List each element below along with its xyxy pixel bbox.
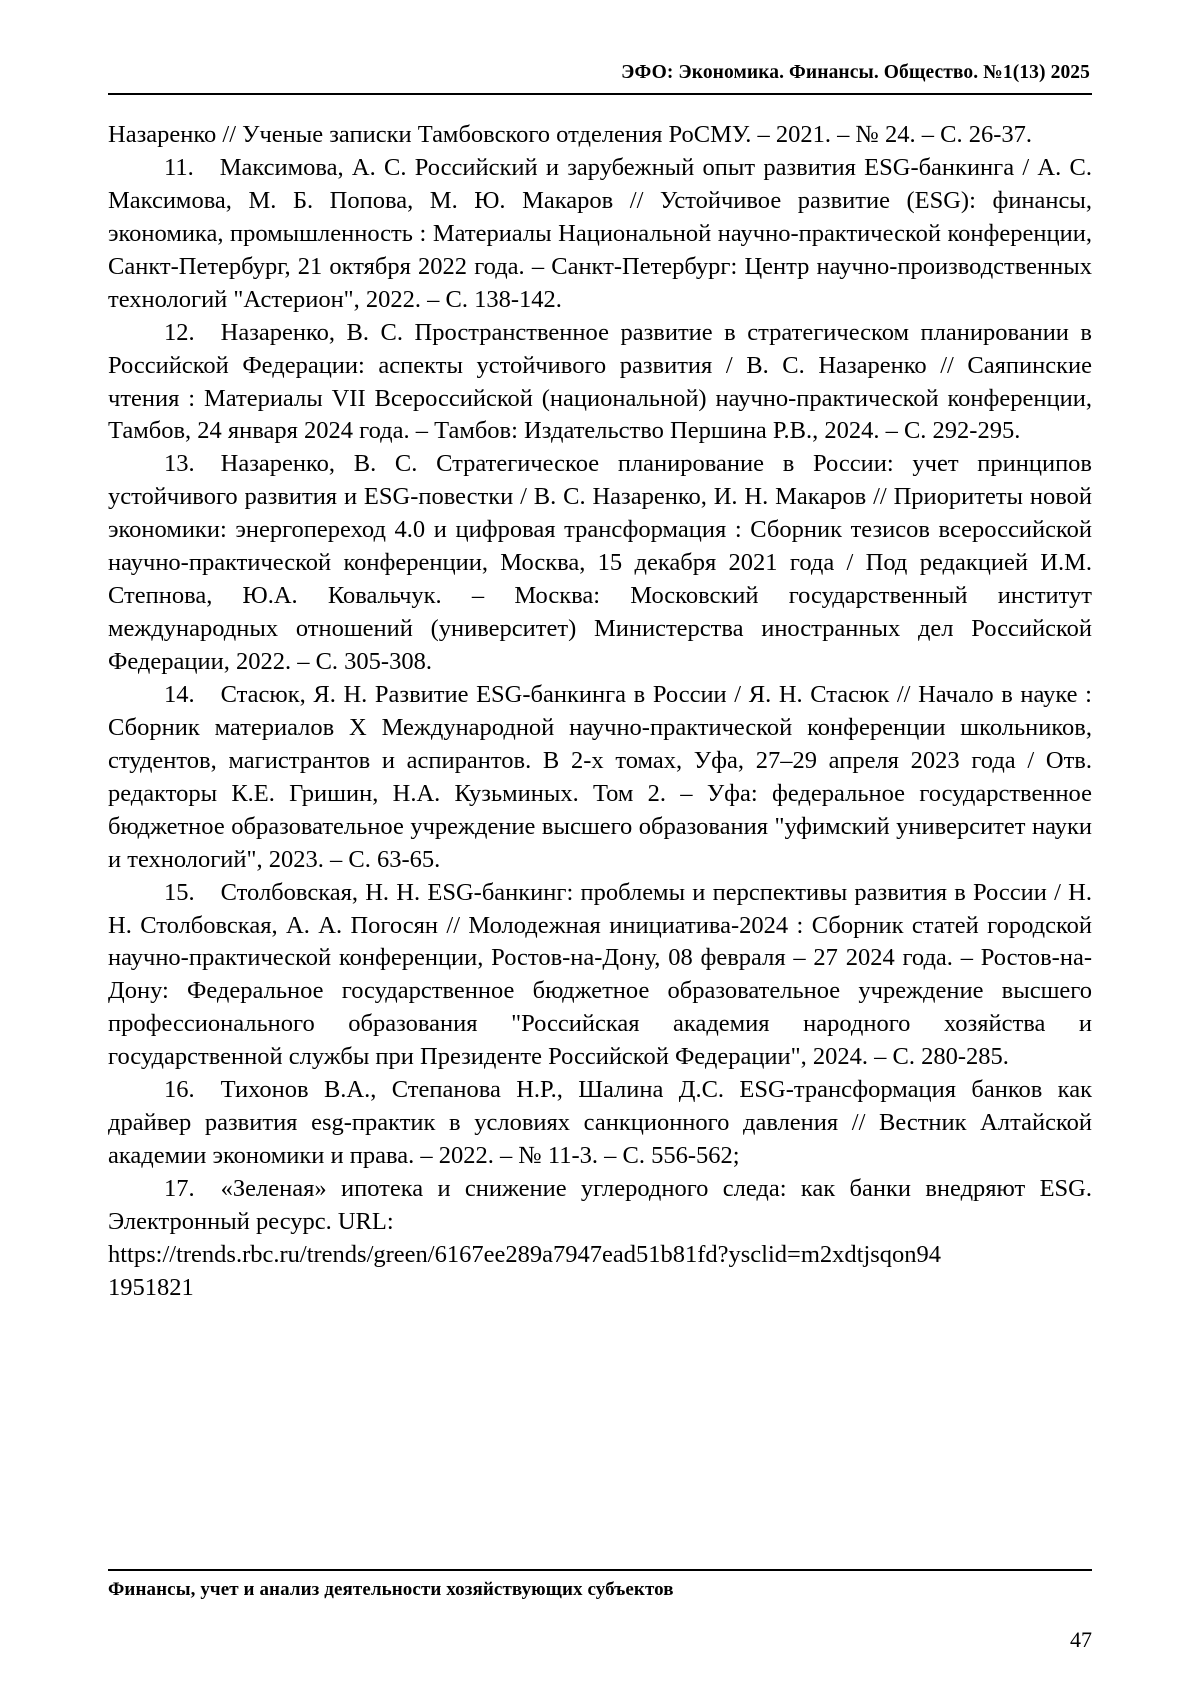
body-text [108, 119, 1092, 1305]
page-footer [108, 1569, 1092, 1601]
continued-paragraph: Назаренко // Ученые записки Тамбовского отделения РоСМУ. – 2021. – № 24. – С. 26-37. [108, 121, 1033, 148]
reference-number-17: 17. [164, 1175, 195, 1202]
footer-section-title: Финансы, учет и анализ деятельности хозяйствующих субъектов [108, 1579, 674, 1600]
reference-text-13: Назаренко, В. С. Стратегическое планирование в России: учет принципов устойчивого развития и ESG-повестки / В. С. Назаренко, И. Н. Макаров // Приоритеты новой экономики: энергопереход 4.0 и цифровая трансформация : Сборник тезисов всероссийской научно-практической конференции, Москва, 15 декабря 2021 года / Под редакцией И.М. Степнова, Ю.А. Ковальчук. – Москва: Московский государственный институт международных отношений (университет) Министерства иностранных дел Российской Федерации, 2022. – С. 305-308. [108, 450, 1092, 675]
footer-divider [108, 1569, 1092, 1571]
reference-item-17 [108, 1173, 1092, 1239]
reference-number-16: 16. [164, 1076, 195, 1104]
reference-number-11: 11. [164, 153, 194, 181]
running-head: ЭФО: Экономика. Финансы. Общество. №1(13) 2025 [621, 62, 1090, 83]
reference-url-tail-17: 1951821 [108, 1273, 194, 1301]
reference-text-15: Столбовская, Н. Н. ESG-банкинг: проблемы и перспективы развития в России / Н. Н. Столбовская, А. А. Погосян // Молодежная инициатива-2024 : Сборник статей городской научно-практической конференции, Ростов-на-Дону, 08 февраля – 27 2024 года. – Ростов-на-Дону: Федеральное государственное бюджетное образовательное учреждение высшего профессионального образования "Российская академия народного хозяйства и государственной службы при Президенте Российской Федерации", 2024. – С. 280-285. [108, 878, 1092, 1071]
reference-url-17[interactable]: https://trends.rbc.ru/trends/green/6167ee289a7947ead51b81fd?ysclid=m2xdtjsqon94 [108, 1240, 942, 1268]
reference-text-16: Тихонов В.А., Степанова Н.Р., Шалина Д.С. ESG-трансформация банков как драйвер развития esg-практик в условиях санкционного давления // Вестник Алтайской академии экономики и права. – 2022. – № 11-3. – С. 556-562; [108, 1076, 1092, 1170]
reference-item-11 [108, 152, 1092, 317]
reference-text-17: «Зеленая» ипотека и снижение углеродного следа: как банки внедряют ESG. Электронный ресурс. URL: [108, 1175, 1092, 1235]
reference-number-12: 12. [164, 318, 195, 346]
reference-number-15: 15. [164, 878, 195, 906]
reference-item-16 [108, 1074, 1092, 1173]
reference-number-13: 13. [164, 450, 195, 478]
page-number: 47 [1070, 1627, 1092, 1652]
reference-item-13 [108, 448, 1092, 679]
reference-item-15 [108, 877, 1092, 1075]
reference-item-14 [108, 679, 1092, 877]
reference-number-14: 14. [164, 680, 195, 708]
header-divider [108, 93, 1092, 95]
reference-text-12: Назаренко, В. С. Пространственное развитие в стратегическом планировании в Российской Федерации: аспекты устойчивого развития / В. С. Назаренко // Саяпинские чтения : Материалы VII Всероссийской (национальной) научно-практической конференции, Тамбов, 24 января 2024 года. – Тамбов: Издательство Першина Р.В., 2024. – С. 292-295. [108, 318, 1092, 445]
reference-text-14: Стасюк, Я. Н. Развитие ESG-банкинга в России / Я. Н. Стасюк // Начало в науке : Сборник материалов X Международной научно-практической конференции школьников, студентов, магистрантов и аспирантов. В 2-х томах, Уфа, 27–29 апреля 2023 года / Отв. редакторы К.Е. Гришин, Н.А. Кузьминых. Том 2. – Уфа: федеральное государственное бюджетное образовательное учреждение высшего образования "уфимский университет науки и технологий", 2023. – С. 63-65. [108, 680, 1092, 873]
reference-item-12 [108, 317, 1092, 449]
reference-text-11: Максимова, А. С. Российский и зарубежный опыт развития ESG-банкинга / А. С. Максимова, М. Б. Попова, М. Ю. Макаров // Устойчивое развитие (ESG): финансы, экономика, промышленность : Материалы Национальной научно-практической конференции, Санкт-Петербург, 21 октября 2022 года. – Санкт-Петербург: Центр научно-производственных технологий "Астерион", 2022. – С. 138-142. [108, 153, 1092, 313]
